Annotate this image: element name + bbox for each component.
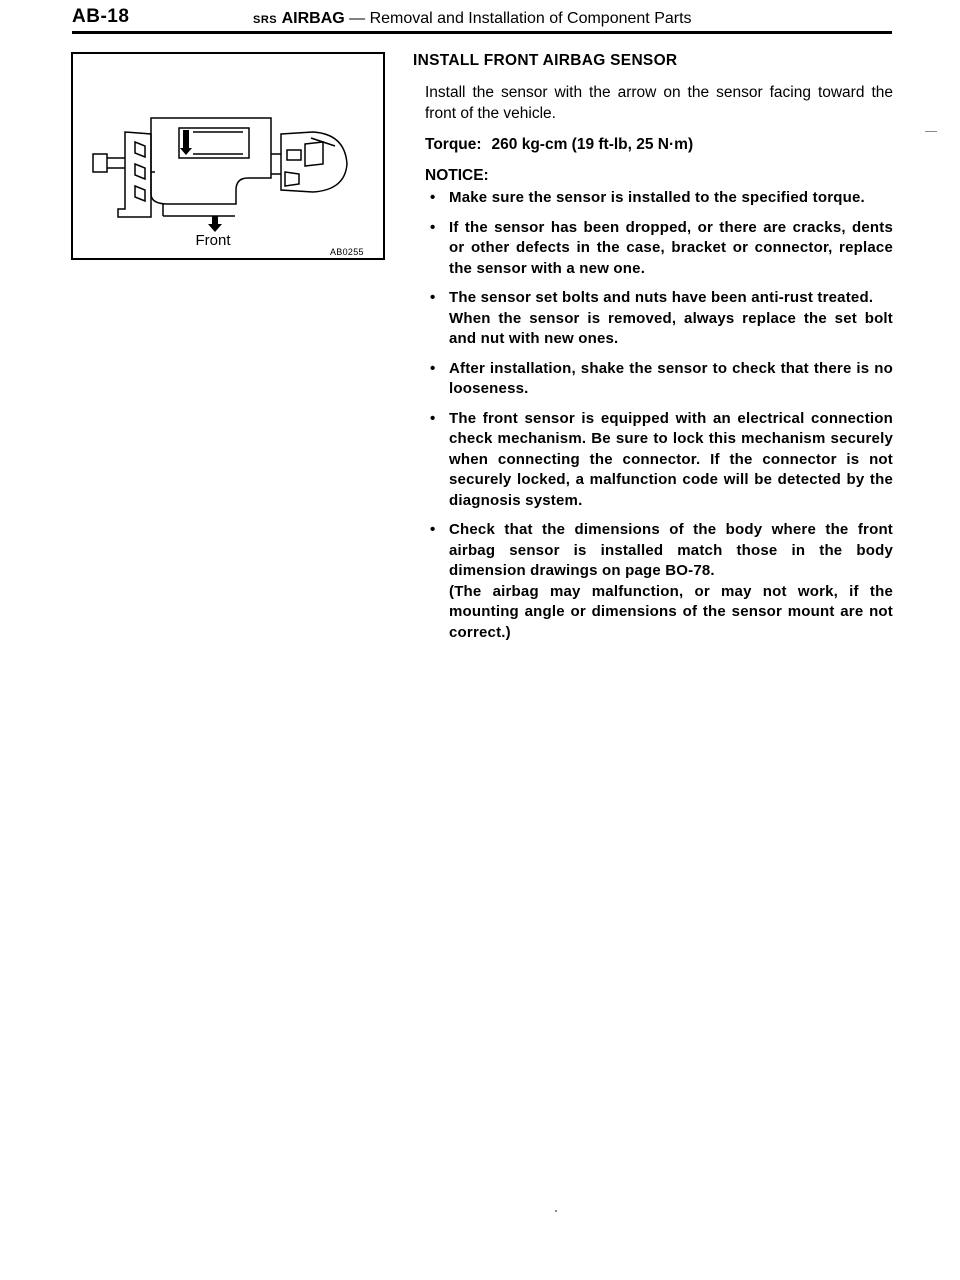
stud-icon (93, 154, 107, 172)
notice-item (425, 520, 893, 643)
notice-item-text: (The airbag may malfunction, or may not work, if the mounting angle or dimensions of the sensor mount are not correct.) (449, 582, 893, 641)
header-subtitle: — Removal and Installation of Component Parts (344, 10, 692, 27)
notice-item (425, 288, 893, 350)
notice-item: • After installation, shake the sensor to check that there is no looseness. (425, 359, 893, 400)
section-title: INSTALL FRONT AIRBAG SENSOR (413, 52, 678, 69)
notice-list (413, 188, 893, 643)
torque-label: Torque: (425, 136, 482, 153)
connector-icon (281, 132, 347, 192)
srs-label: SRS (253, 14, 278, 26)
front-arrow-icon (208, 216, 222, 232)
scan-dot (555, 1210, 557, 1212)
figure-code: AB0255 (330, 247, 364, 257)
margin-mark (925, 131, 937, 132)
torque-spec (425, 134, 893, 155)
sensor-body-icon (151, 118, 271, 204)
notice-item: • Make sure the sensor is installed to the specified torque. (425, 188, 893, 209)
intro-text: Install the sensor with the arrow on the sensor facing toward the front of the vehicle. (425, 84, 893, 122)
sensor-arrow-icon (180, 130, 192, 155)
section-name: AIRBAG (281, 10, 345, 27)
page-number: AB-18 (72, 6, 130, 27)
notice-item-text: The sensor set bolts and nuts have been anti-rust treated. (449, 289, 874, 306)
torque-value: 260 kg-cm (19 ft-lb, 25 N·m) (491, 136, 694, 153)
notice-item: • The front sensor is equipped with an electrical connection check mechanism. Be sure to lock this mechanism securely when connecting the connector. If the connector is not securely locked, a malfunction code will be detected by the diagnosis system. (425, 409, 893, 512)
notice-item: • If the sensor has been dropped, or there are cracks, dents or other defects in the case, bracket or connector, replace the sensor with a new one. (425, 218, 893, 280)
notice-item-text: When the sensor is removed, always replace the set bolt and nut with new ones. (449, 309, 893, 347)
notice-item-text: Check that the dimensions of the body where the front airbag sensor is installed match those in the body dimension drawings on page BO-78. (449, 521, 893, 579)
sensor-figure (71, 52, 385, 260)
sensor-illustration (73, 54, 387, 262)
page-header (253, 10, 692, 28)
notice-label: NOTICE: (425, 167, 489, 184)
instructions (413, 52, 893, 652)
header-rule (72, 31, 892, 34)
figure-caption: Front (195, 232, 231, 249)
